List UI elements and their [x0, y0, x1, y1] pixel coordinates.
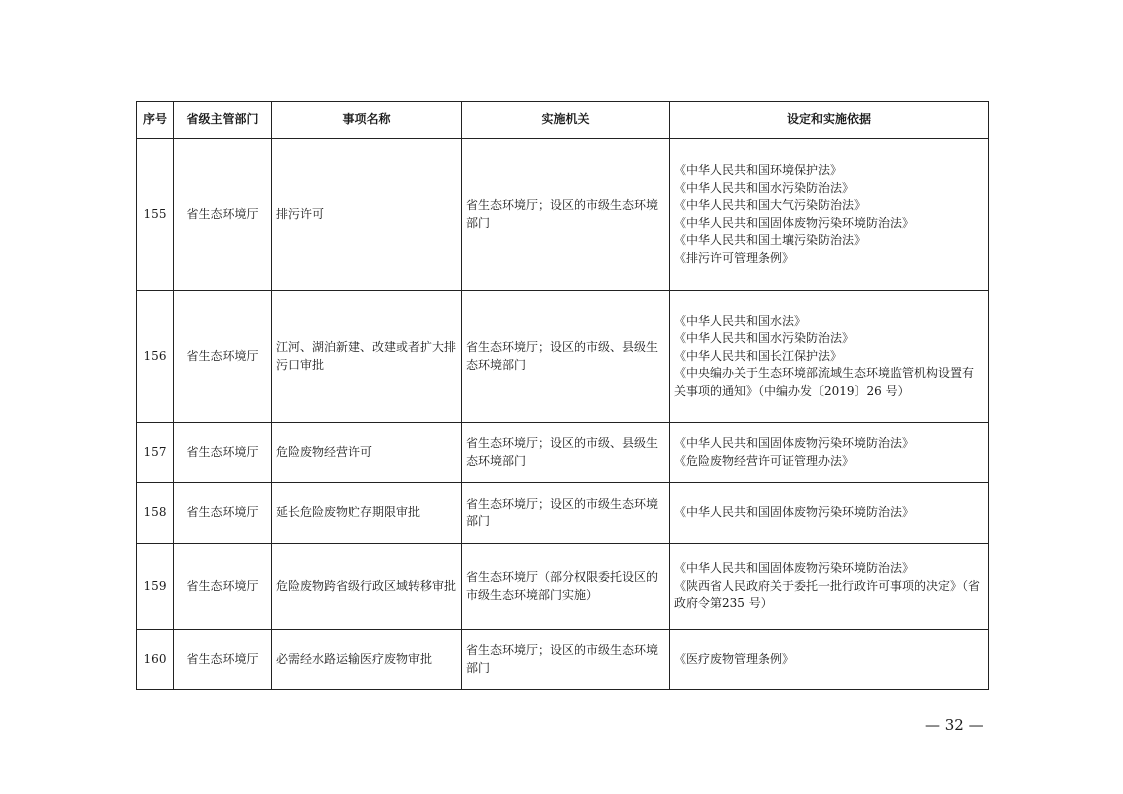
header-item: 事项名称 [272, 102, 462, 139]
row-number: 160 [137, 630, 174, 690]
row-item: 江河、湖泊新建、改建或者扩大排污口审批 [272, 291, 462, 423]
basis-line: 《中华人民共和国水法》 [674, 313, 807, 328]
row-number: 159 [137, 544, 174, 630]
row-item: 危险废物经营许可 [272, 423, 462, 483]
row-number: 158 [137, 483, 174, 544]
table-header-row [137, 102, 989, 139]
basis-line: 《中央编办关于生态环境部流域生态环境监管机构设置有关事项的通知》（中编办发〔2019〕26 号） [674, 366, 975, 398]
row-basis [670, 483, 989, 544]
basis-line: 《中华人民共和国固体废物污染环境防治法》 [674, 436, 915, 450]
basis-line: 《中华人民共和国固体废物污染环境防治法》 [674, 505, 915, 520]
row-basis [670, 291, 989, 423]
header-agency: 实施机关 [462, 102, 670, 139]
row-item: 延长危险废物贮存期限审批 [272, 483, 462, 544]
basis-line: 《中华人民共和国水污染防治法》 [674, 180, 855, 195]
row-dept: 省生态环境厅 [174, 139, 272, 291]
basis-line: 《医疗废物管理条例》 [674, 651, 795, 666]
header-no: 序号 [137, 102, 174, 139]
items-table [136, 101, 989, 690]
basis-line: 《中华人民共和国大气污染防治法》 [674, 198, 867, 212]
row-agency: 省生态环境厅（部分权限委托设区的市级生态环境部门实施） [462, 544, 670, 630]
row-agency: 省生态环境厅；设区的市级生态环境部门 [462, 483, 670, 544]
basis-line: 《中华人民共和国环境保护法》 [674, 163, 843, 177]
row-dept: 省生态环境厅 [174, 544, 272, 630]
row-basis [670, 139, 989, 291]
table-row [137, 139, 989, 291]
row-basis [670, 544, 989, 630]
row-agency: 省生态环境厅；设区的市级、县级生态环境部门 [462, 423, 670, 483]
table-row [137, 630, 989, 690]
basis-line: 《中华人民共和国土壤污染防治法》 [674, 233, 867, 247]
row-number: 155 [137, 139, 174, 291]
row-basis [670, 423, 989, 483]
table-row [137, 483, 989, 544]
row-dept: 省生态环境厅 [174, 291, 272, 423]
header-dept: 省级主管部门 [174, 102, 272, 139]
basis-line: 《中华人民共和国长江保护法》 [674, 348, 843, 363]
row-agency: 省生态环境厅；设区的市级、县级生态环境部门 [462, 291, 670, 423]
basis-line: 《危险废物经营许可证管理办法》 [674, 453, 855, 468]
table-row [137, 291, 989, 423]
basis-line: 《中华人民共和国固体废物污染环境防治法》 [674, 561, 915, 576]
row-dept: 省生态环境厅 [174, 423, 272, 483]
row-item: 必需经水路运输医疗废物审批 [272, 630, 462, 690]
basis-line: 《排污许可管理条例》 [674, 250, 795, 265]
table-row [137, 544, 989, 630]
header-basis: 设定和实施依据 [670, 102, 989, 139]
row-agency: 省生态环境厅；设区的市级生态环境部门 [462, 630, 670, 690]
row-dept: 省生态环境厅 [174, 630, 272, 690]
page-number: — 32 — [925, 716, 984, 734]
row-item: 排污许可 [272, 139, 462, 291]
row-basis [670, 630, 989, 690]
basis-line: 《中华人民共和国固体废物污染环境防治法》 [674, 215, 915, 230]
basis-line: 《中华人民共和国水污染防治法》 [674, 331, 855, 346]
row-number: 156 [137, 291, 174, 423]
row-item: 危险废物跨省级行政区域转移审批 [272, 544, 462, 630]
row-dept: 省生态环境厅 [174, 483, 272, 544]
row-number: 157 [137, 423, 174, 483]
basis-line: 《陕西省人民政府关于委托一批行政许可事项的决定》（省政府令第235 号） [674, 578, 981, 611]
table-row [137, 423, 989, 483]
row-agency: 省生态环境厅；设区的市级生态环境部门 [462, 139, 670, 291]
